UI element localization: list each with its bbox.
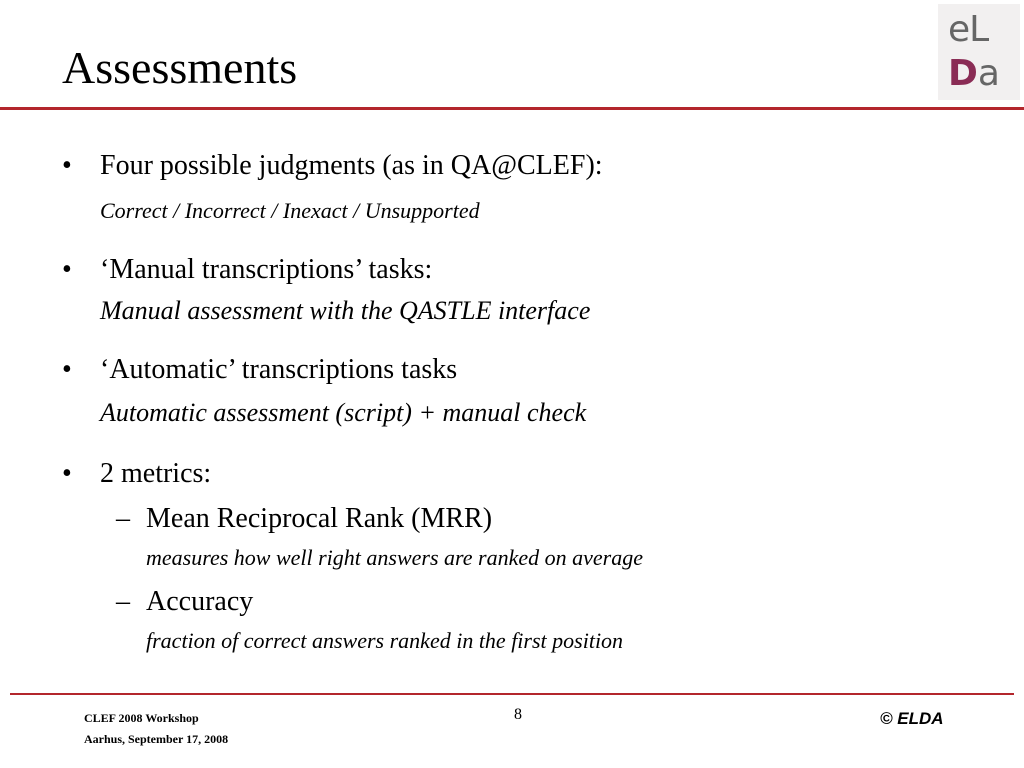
logo-bottom-text: Da bbox=[948, 53, 1000, 94]
bullet-marker: • bbox=[62, 458, 72, 489]
bullet-text: ‘Automatic’ transcriptions tasks bbox=[100, 354, 458, 385]
bullet-marker: • bbox=[62, 354, 72, 385]
elda-logo bbox=[938, 4, 1020, 100]
bullet-text: ‘Manual transcriptions’ tasks: bbox=[100, 254, 433, 285]
bottom-divider bbox=[10, 693, 1014, 695]
bullet-text: 2 metrics: bbox=[100, 458, 212, 489]
slide-title: Assessments bbox=[62, 42, 298, 93]
metric-name: Accuracy bbox=[146, 586, 254, 617]
bullet-marker: • bbox=[62, 254, 72, 285]
page-number: 8 bbox=[514, 706, 522, 723]
bullet-subtext: Manual assessment with the QASTLE interface bbox=[100, 296, 591, 325]
dash-marker: – bbox=[116, 503, 130, 534]
metric-description: fraction of correct answers ranked in the first position bbox=[146, 628, 624, 653]
top-divider bbox=[0, 107, 1024, 110]
dash-marker: – bbox=[116, 586, 130, 617]
logo-top-text: eL bbox=[948, 9, 989, 50]
bullet-subtext: Automatic assessment (script) + manual check bbox=[100, 398, 587, 427]
footer-event: CLEF 2008 Workshop bbox=[84, 711, 199, 725]
bullet-text: Four possible judgments (as in QA@CLEF): bbox=[100, 150, 603, 181]
bullet-subtext: Correct / Incorrect / Inexact / Unsupported bbox=[100, 198, 480, 223]
metric-description: measures how well right answers are ranked on average bbox=[146, 545, 643, 570]
footer-location-date: Aarhus, September 17, 2008 bbox=[84, 732, 229, 746]
copyright-notice: © ELDA bbox=[880, 709, 944, 728]
bullet-marker: • bbox=[62, 150, 72, 181]
metric-name: Mean Reciprocal Rank (MRR) bbox=[146, 503, 493, 534]
